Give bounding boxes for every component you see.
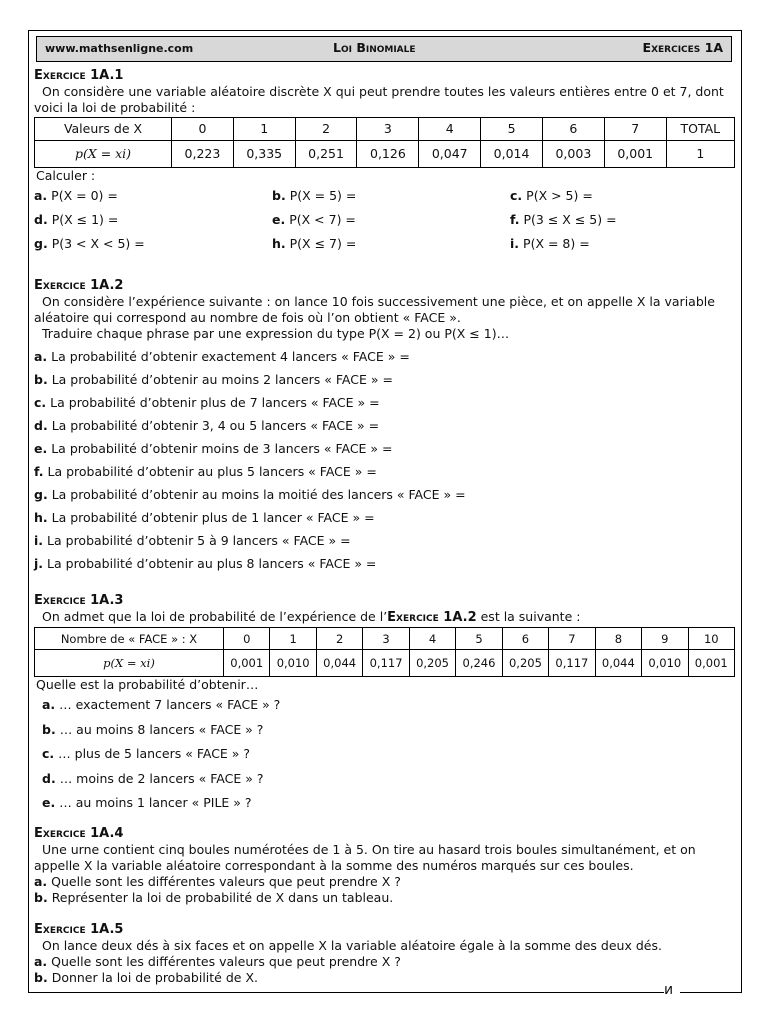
question-item: [34, 510, 738, 533]
question-letter: f.: [34, 464, 44, 479]
table-cell: 0: [172, 118, 234, 141]
question-text: La probabilité d’obtenir au plus 8 lancers « FACE » =: [47, 556, 377, 571]
table-cell: 0,010: [642, 650, 688, 677]
table-cell: 5: [481, 118, 543, 141]
question-letter: d.: [34, 212, 48, 227]
question-item: [34, 441, 738, 464]
question-text: La probabilité d’obtenir plus de 7 lancers « FACE » =: [50, 395, 380, 410]
question-text: … au moins 1 lancer « PILE » ?: [59, 795, 252, 810]
question-text: La probabilité d’obtenir 5 à 9 lancers « FACE » =: [47, 533, 351, 548]
exercise-5-title: Exercice 1A.5: [34, 921, 124, 937]
table-cell: 5: [456, 628, 502, 650]
exercise-1-questions: [34, 188, 738, 252]
question-letter: g.: [34, 236, 48, 251]
table-cell: 4: [409, 628, 455, 650]
table-cell: 6: [542, 118, 604, 141]
calculate-label: Calculer :: [36, 168, 96, 183]
question-letter: h.: [272, 236, 286, 251]
question-text: La probabilité d’obtenir 3, 4 ou 5 lancers « FACE » =: [51, 418, 380, 433]
question-text: P(X = 8) =: [523, 236, 590, 251]
table-cell-label: Valeurs de X: [35, 118, 172, 141]
question-item: [510, 188, 735, 204]
exercise-3-intro: [34, 609, 738, 626]
question-item: [272, 212, 510, 228]
table-cell: 0,044: [595, 650, 641, 677]
question-item: [510, 212, 735, 228]
table-cell: 0,246: [456, 650, 502, 677]
exercise-1-table: [34, 117, 735, 168]
question-item: [34, 349, 738, 372]
exercise-3-questions: [34, 697, 738, 820]
page-header: [36, 36, 732, 62]
question-letter: b.: [34, 372, 48, 387]
table-cell: 10: [688, 628, 734, 650]
exercise-2-intro-line1: On considère l’expérience suivante : on lance 10 fois successivement une pièce, et on appelle X la variable: [42, 294, 715, 309]
question-letter: e.: [34, 441, 48, 456]
question-text: La probabilité d’obtenir au moins la moitié des lancers « FACE » =: [51, 487, 466, 502]
exercise-3-question: Quelle est la probabilité d’obtenir…: [36, 677, 259, 692]
question-letter: c.: [510, 188, 523, 203]
question-letter: d.: [34, 418, 48, 433]
exercise-3-intro-text: On admet que la loi de probabilité de l’expérience de l’: [42, 609, 388, 624]
question-item: [34, 236, 272, 252]
question-item: [272, 188, 510, 204]
section-label: Exercices 1A: [642, 40, 723, 55]
question-letter: d.: [42, 770, 56, 786]
question-item: [34, 556, 738, 579]
exercise-5-questions: [34, 954, 738, 986]
table-cell: 0,001: [688, 650, 734, 677]
exercise-1-intro-line2: voici la loi de probabilité :: [34, 100, 196, 115]
question-letter: b.: [34, 969, 48, 985]
question-item: [34, 795, 738, 820]
exercise-4-intro-line1: Une urne contient cinq boules numérotées de 1 à 5. On tire au hasard trois boules simultanément, et on: [42, 841, 696, 857]
question-text: La probabilité d’obtenir exactement 4 lancers « FACE » =: [51, 349, 410, 364]
question-text: P(X > 5) =: [526, 188, 593, 203]
question-item: [34, 188, 272, 204]
table-cell: 1: [233, 118, 295, 141]
table-cell: 0: [224, 628, 270, 650]
question-text: La probabilité d’obtenir au plus 5 lancers « FACE » =: [47, 464, 377, 479]
exercise-2-questions: [34, 349, 738, 579]
exercise-3-title: Exercice 1A.3: [34, 593, 124, 608]
table-header-row: [35, 628, 735, 650]
exercise-3-table: [34, 627, 735, 677]
question-letter: a.: [34, 953, 48, 969]
exercise-5-intro-line1: On lance deux dés à six faces et on appelle X la variable aléatoire égale à la somme des deux dés.: [42, 937, 662, 953]
question-letter: b.: [272, 188, 286, 203]
exercise-1-title: Exercice 1A.1: [34, 68, 124, 83]
exercise-3-intro-end: est la suivante :: [476, 609, 581, 624]
question-text: La probabilité d’obtenir au moins 2 lancers « FACE » =: [51, 372, 393, 387]
table-cell: 8: [595, 628, 641, 650]
table-cell: 3: [363, 628, 409, 650]
frame-bottom-border-right: [680, 992, 741, 993]
table-cell-label: Nombre de « FACE » : X: [35, 628, 224, 650]
question-letter: b.: [34, 889, 48, 905]
frame-bottom-border: [28, 992, 664, 993]
table-cell: 0,001: [604, 141, 666, 168]
question-item: [34, 418, 738, 441]
table-cell: 3: [357, 118, 419, 141]
table-cell: 0,044: [316, 650, 362, 677]
question-letter: a.: [34, 188, 48, 203]
table-cell: 0,251: [295, 141, 357, 168]
table-cell: 0,335: [233, 141, 295, 168]
question-text: P(X = 0) =: [51, 188, 118, 203]
question-item: [34, 212, 272, 228]
question-item: [34, 697, 738, 722]
table-cell: 7: [549, 628, 595, 650]
question-text: P(3 ≤ X ≤ 5) =: [523, 212, 617, 227]
question-item: [34, 372, 738, 395]
exercise-2-title: Exercice 1A.2: [34, 278, 124, 293]
question-letter: j.: [34, 556, 44, 571]
question-letter: c.: [42, 746, 55, 761]
question-item: [34, 890, 738, 906]
page-break-mark-icon: ᴎ: [664, 982, 674, 998]
table-row: [35, 650, 735, 677]
question-text: P(3 < X < 5) =: [51, 236, 145, 251]
table-cell: 0,126: [357, 141, 419, 168]
question-letter: b.: [42, 721, 56, 737]
table-header-row: [35, 118, 735, 141]
question-letter: g.: [34, 487, 48, 502]
page-title: Loi Binomiale: [333, 40, 416, 55]
question-item: [34, 487, 738, 510]
table-cell: 0,223: [172, 141, 234, 168]
table-cell: 0,205: [409, 650, 455, 677]
question-letter: e.: [272, 212, 286, 227]
table-cell: 4: [419, 118, 481, 141]
question-letter: i.: [510, 236, 520, 251]
exercise-4-intro-line2: appelle X la variable aléatoire correspondant à la somme des numéros marqués sur ces boules.: [34, 857, 634, 873]
table-row-label: p(X = xi): [35, 141, 172, 168]
table-cell: 6: [502, 628, 548, 650]
question-text: La probabilité d’obtenir plus de 1 lancer « FACE » =: [51, 510, 375, 525]
question-text: P(X = 5) =: [289, 188, 357, 203]
question-text: Quelle sont les différentes valeurs que peut prendre X ?: [51, 873, 401, 889]
table-cell: 7: [604, 118, 666, 141]
question-letter: i.: [34, 533, 44, 548]
table-cell: 0,001: [224, 650, 270, 677]
question-letter: a.: [42, 697, 56, 712]
table-cell: 0,205: [502, 650, 548, 677]
table-cell: 0,010: [270, 650, 316, 677]
content: [34, 68, 738, 986]
table-cell: 9: [642, 628, 688, 650]
table-cell: 0,117: [363, 650, 409, 677]
question-text: P(X ≤ 1) =: [51, 212, 119, 227]
question-text: Représenter la loi de probabilité de X dans un tableau.: [51, 889, 394, 905]
question-item: [34, 874, 738, 890]
question-item: [34, 746, 738, 771]
question-text: Donner la loi de probabilité de X.: [51, 969, 258, 985]
question-item: [34, 533, 738, 556]
question-letter: f.: [510, 212, 520, 227]
question-item: [34, 954, 738, 970]
question-letter: e.: [42, 795, 56, 810]
table-cell: 0,047: [419, 141, 481, 168]
site-url[interactable]: www.mathsenligne.com: [45, 42, 194, 55]
question-item: [34, 970, 738, 986]
table-cell: 0,117: [549, 650, 595, 677]
exercise-4-questions: [34, 874, 738, 906]
question-text: Quelle sont les différentes valeurs que peut prendre X ?: [51, 953, 401, 969]
table-cell: 0,003: [542, 141, 604, 168]
question-text: P(X < 7) =: [289, 212, 356, 227]
question-text: … plus de 5 lancers « FACE » ?: [58, 746, 251, 761]
table-cell: 1: [270, 628, 316, 650]
exercise-4-title: Exercice 1A.4: [34, 825, 124, 841]
table-row-label: p(X = xi): [35, 650, 224, 677]
question-letter: c.: [34, 395, 47, 410]
question-text: La probabilité d’obtenir moins de 3 lancers « FACE » =: [51, 441, 393, 456]
exercise-2-intro-line2: aléatoire qui correspond au nombre de fois où l’on obtient « FACE ».: [34, 310, 461, 325]
question-item: [34, 395, 738, 418]
question-letter: a.: [34, 349, 48, 364]
question-item: [510, 236, 735, 252]
table-cell: 1: [666, 141, 734, 168]
question-text: … au moins 8 lancers « FACE » ?: [59, 721, 264, 737]
exercise-1-intro-line1: On considère une variable aléatoire discrète X qui peut prendre toutes les valeurs entières entre 0 et 7, dont: [42, 84, 724, 99]
question-text: … moins de 2 lancers « FACE » ?: [59, 770, 264, 786]
table-cell: 0,014: [481, 141, 543, 168]
table-row: [35, 141, 735, 168]
question-item: [34, 464, 738, 487]
exercise-3-intro-ref: Exercice 1A.2: [387, 610, 477, 625]
table-cell: 2: [316, 628, 362, 650]
question-item: [34, 722, 738, 747]
table-cell: TOTAL: [666, 118, 734, 141]
question-letter: h.: [34, 510, 48, 525]
question-item: [34, 771, 738, 796]
question-text: … exactement 7 lancers « FACE » ?: [59, 697, 281, 712]
question-item: [272, 236, 510, 252]
question-letter: a.: [34, 873, 48, 889]
question-text: P(X ≤ 7) =: [289, 236, 357, 251]
table-cell: 2: [295, 118, 357, 141]
exercise-2-intro-line3: Traduire chaque phrase par une expression du type P(X = 2) ou P(X ≤ 1)…: [42, 326, 510, 341]
